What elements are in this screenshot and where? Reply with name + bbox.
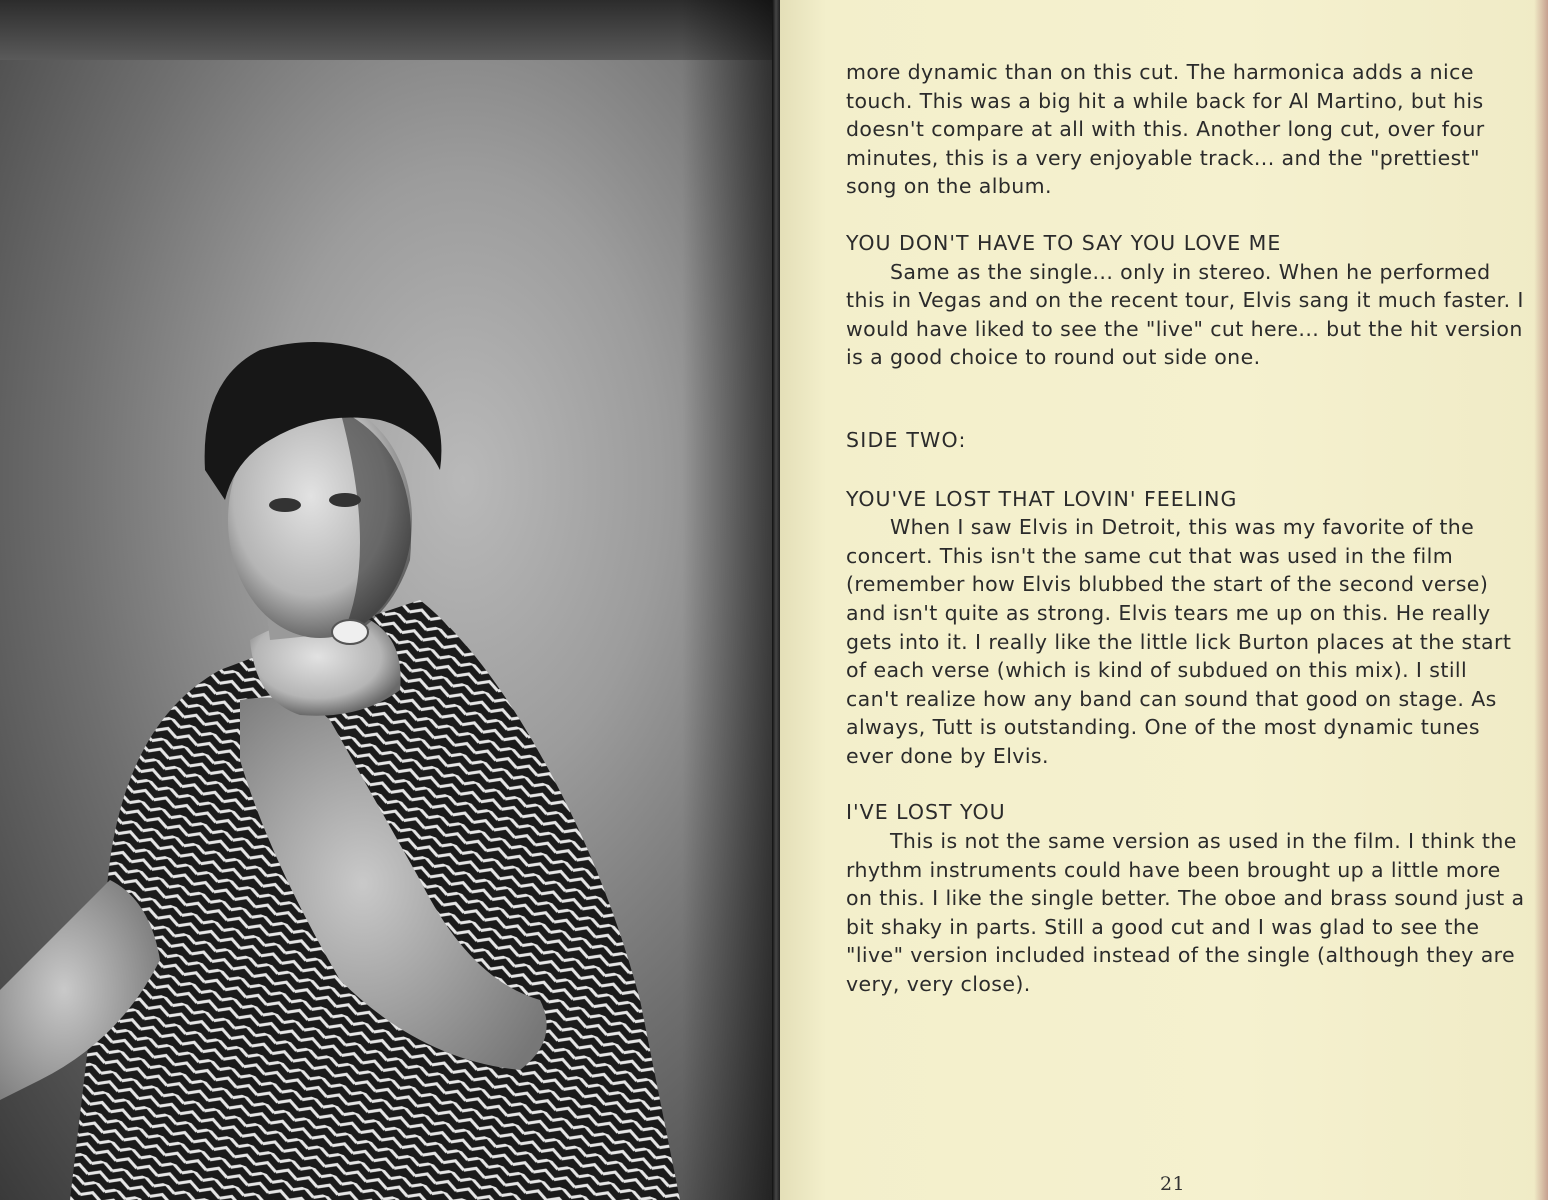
- side-label: SIDE TWO:: [846, 427, 967, 452]
- song-review: When I saw Elvis in Detroit, this was my favorite of the concert. This isn't the same cut that was used in the film (remember how Elvis blubbed the start of the second verse) and isn't quite as strong. Elvis tears me up on this. He really gets into it. I really like the little lick Burton places at the start of each verse (which is kind of subdued on this mix). I still can't realize how any band can sound that good on stage. As always, Tutt is outstanding. One of the most dynamic tunes ever done by Elvis.: [846, 515, 1512, 768]
- spacer: [846, 372, 1526, 426]
- spacer: [846, 770, 1526, 798]
- portrait-photo: [0, 0, 772, 1200]
- photo-gutter-shadow: [682, 0, 772, 1200]
- photo-page: [0, 0, 772, 1200]
- ring: [332, 620, 368, 644]
- song-review: This is not the same version as used in the film. I think the rhythm instruments could have been brought up a little more on this. I like the single better. The oboe and brass sound just a bit shaky in parts. Still a good cut and I was glad to see the "live" version included instead of the single (although they are very, very close).: [846, 829, 1525, 997]
- song-title: I'VE LOST YOU: [846, 800, 1006, 825]
- intro-paragraph: more dynamic than on this cut. The harmonica adds a nice touch. This was a big hit a while back for Al Martino, but his doesn't compare at all with this. Another long cut, over four minutes, this is a very enjoyable track... and the "prettiest" song on the album.: [846, 60, 1485, 199]
- text-page: [780, 0, 1548, 1200]
- song-title: YOU'VE LOST THAT LOVIN' FEELING: [846, 486, 1238, 511]
- song-title: YOU DON'T HAVE TO SAY YOU LOVE ME: [846, 230, 1282, 255]
- page-number: 21: [1160, 1173, 1185, 1195]
- book-gutter: [772, 0, 780, 1200]
- spacer: [846, 455, 1526, 485]
- page-edge-shadow: [1534, 0, 1548, 1200]
- text-column: [846, 58, 1526, 999]
- song-review: Same as the single... only in stereo. When he performed this in Vegas and on the recent tour, Elvis sang it much faster. I would have liked to see the "live" cut here... but the hit version is a good choice to round out side one.: [846, 259, 1524, 370]
- spacer: [846, 201, 1526, 229]
